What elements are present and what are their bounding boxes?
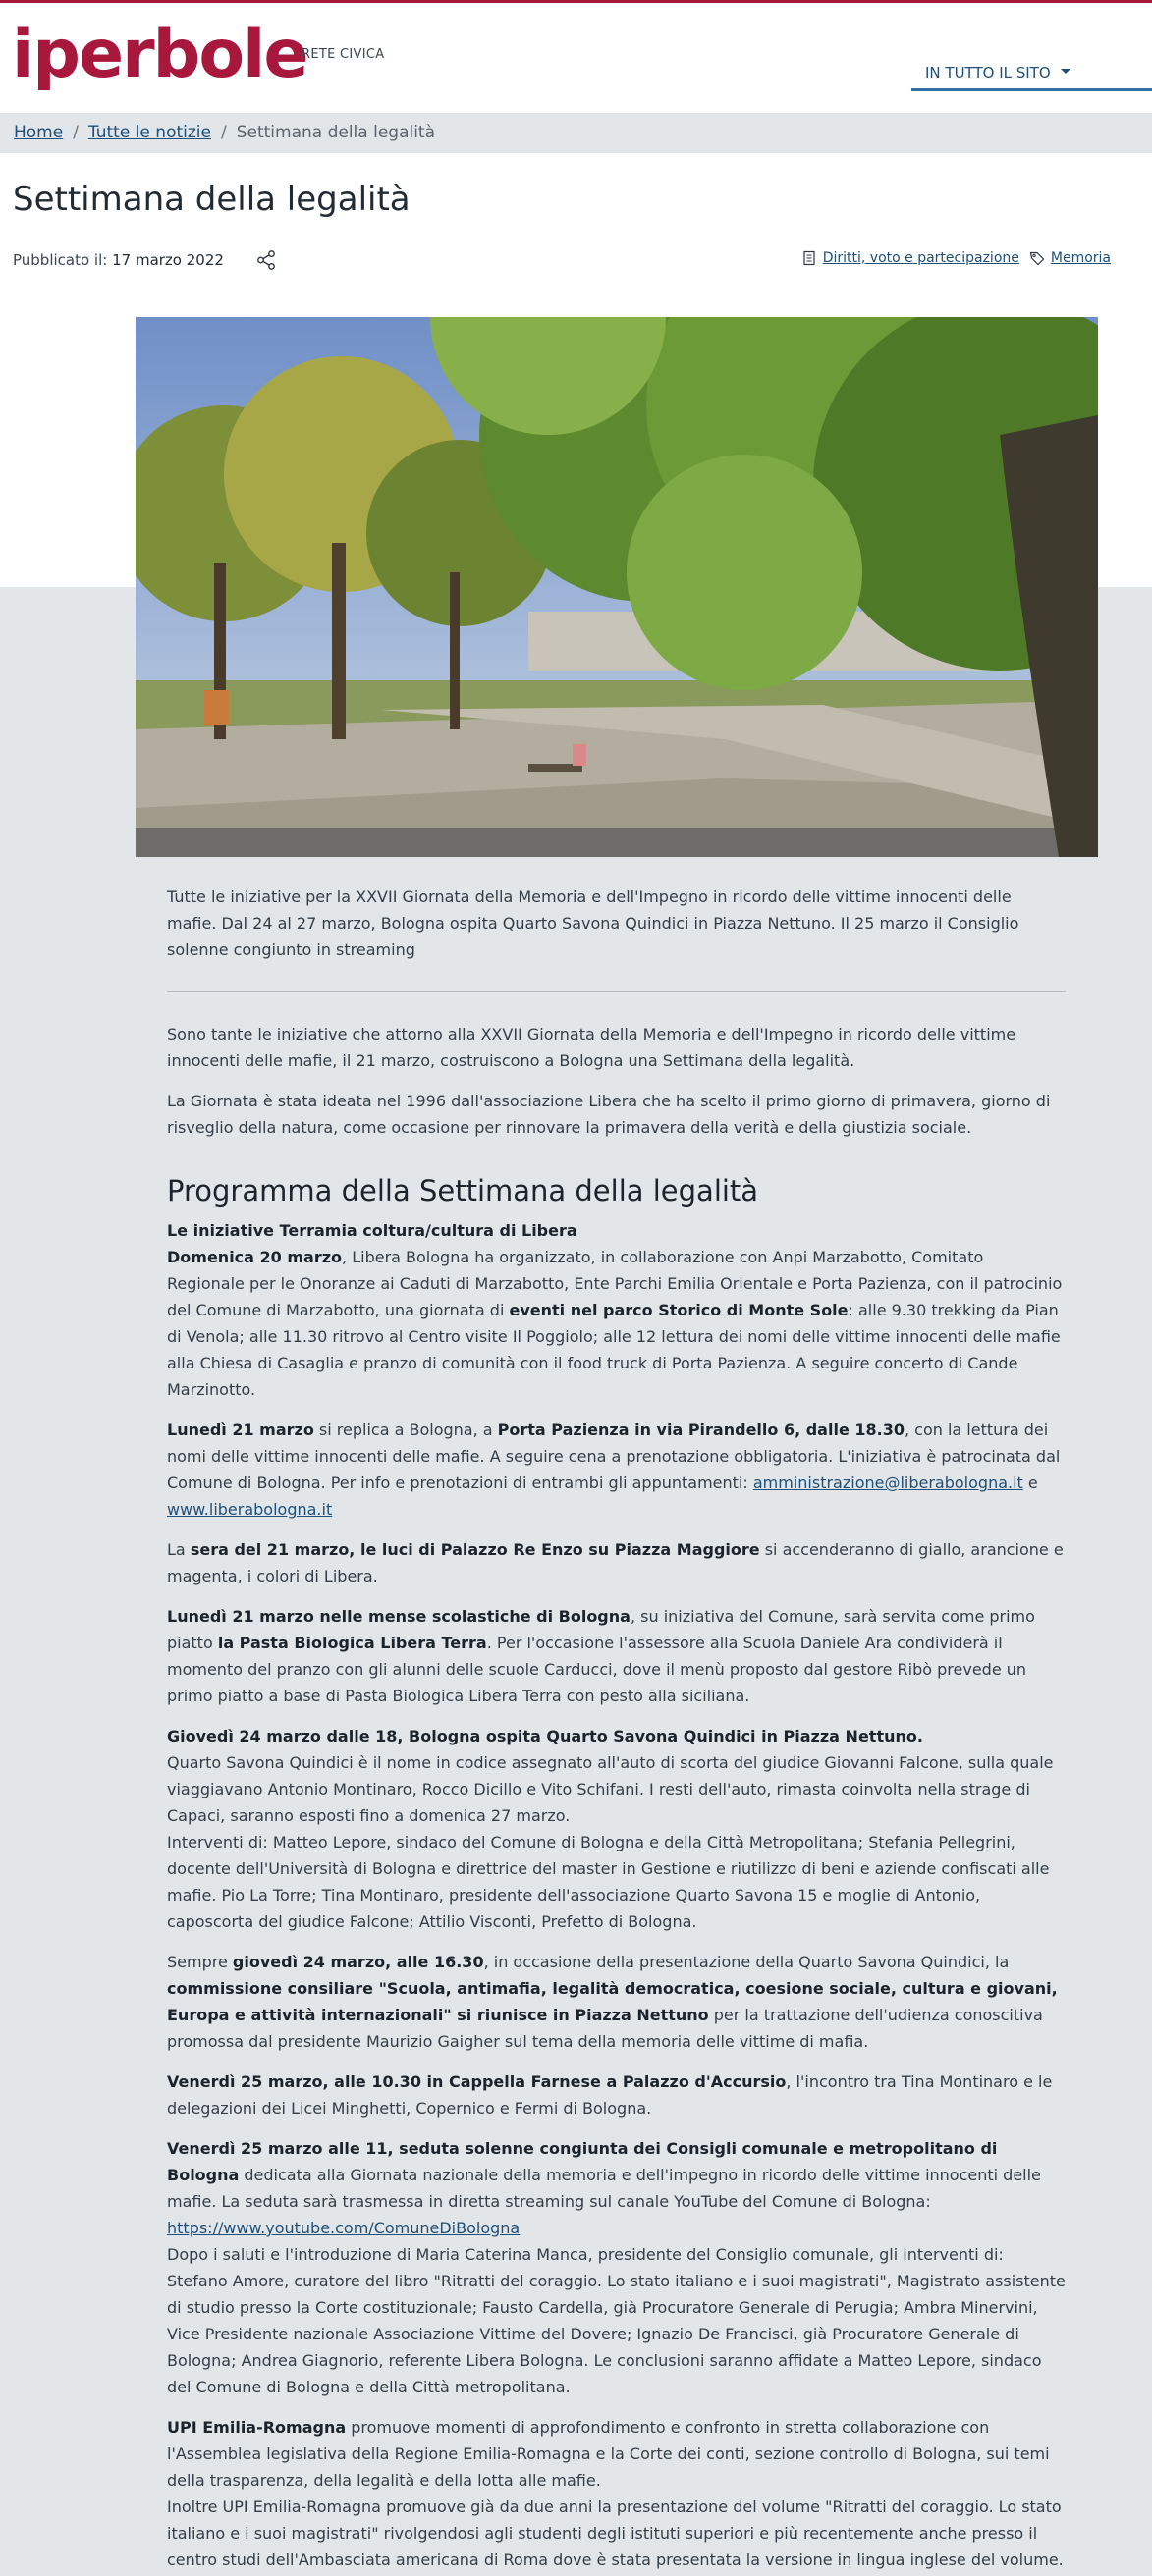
intro-paragraph: Sono tante le iniziative che attorno alla XXVII Giornata della Memoria e dell'Impegno in ricordo delle vittime innocenti delle mafie, il 21 marzo, costruiscono a Bologna una Settimana della legalità. — [167, 1025, 1016, 1070]
bold-text: Le iniziative Terramia coltura/cultura di Libera — [167, 1221, 577, 1240]
text: , in occasione della presentazione della Quarto Savona Quindici, la — [483, 1953, 1010, 1971]
email-link[interactable]: amministrazione@liberabologna.it — [752, 1474, 1023, 1492]
program-item-mense — [167, 1603, 1066, 1709]
bold-text: la Pasta Biologica Libera Terra — [217, 1634, 487, 1652]
text: si accenderanno di giallo, arancione e magenta, i colori di Libera. — [167, 1540, 1064, 1585]
bold-text: Giovedì 24 marzo dalle 18, Bologna ospita Quarto Savona Quindici in Piazza Nettuno. — [167, 1727, 923, 1745]
text: Interventi di: Matteo Lepore, sindaco del Comune di Bologna e della Città Metropolitana; Stefania Pellegrini, docente dell'Università di Bologna e direttrice del master in Gestione e riutilizzo di beni e aziende confiscati alle mafie. Pio La Torre; Tina Montinaro, presidente dell'associazione Quarto Savona 15 e moglie di Antonio, caposcorta del giudice Falcone; Attilio Visconti, Prefetto di Bologna. — [167, 1833, 1050, 1931]
hero-image — [136, 317, 1098, 857]
tag-link-rights[interactable]: Diritti, voto e partecipazione — [822, 250, 1019, 266]
breadcrumb-current: Settimana della legalità — [236, 123, 436, 142]
text: , l'incontro tra Tina Montinaro e le delegazioni dei Licei Minghetti, Copernico e Fermi di Bologna. — [167, 2072, 1053, 2118]
text: e — [1022, 1474, 1038, 1492]
publish-info — [13, 251, 224, 269]
tag-icon — [1029, 250, 1045, 266]
topic-tags — [801, 250, 1111, 266]
text: La — [167, 1540, 191, 1559]
breadcrumb-separator: / — [73, 123, 79, 142]
bold-text: Lunedì 21 marzo — [167, 1421, 314, 1439]
bold-text: commissione consiliare "Scuola, antimafia, legalità democratica, coesione sociale, cultura e giovani, Europa e attività internazionali" si riunisce in Piazza Nettuno — [167, 1979, 1058, 2024]
breadcrumb — [0, 113, 1152, 153]
intro-paragraph: La Giornata è stata ideata nel 1996 dall'associazione Libera che ha scelto il primo giorno di primavera, giorno di risveglio della natura, come occasione per rinnovare la primavera della verità e della giustizia sociale. — [167, 1092, 1051, 1137]
text: si replica a Bologna, a — [313, 1421, 498, 1439]
program-item-upi — [167, 2414, 1066, 2573]
bold-text: Lunedì 21 marzo nelle mense scolastiche di Bologna — [167, 1607, 631, 1626]
bold-text: Porta Pazienza in via Pirandello 6, dalle 18.30 — [497, 1421, 905, 1439]
bold-text: eventi nel parco Storico di Monte Sole — [509, 1301, 849, 1319]
program-item-terramia — [167, 1217, 1066, 1403]
breadcrumb-separator: / — [220, 123, 227, 142]
section-heading: Programma della Settimana della legalità — [167, 1174, 759, 1208]
text: per la trattazione dell'udienza conoscitiva promossa dal presidente Maurizio Gaigher sul tema della memoria delle vittime di mafia. — [167, 2006, 1043, 2051]
divider — [167, 991, 1066, 992]
bold-text: Venerdì 25 marzo, alle 10.30 in Cappella Farnese a Palazzo d'Accursio — [167, 2072, 787, 2091]
park-photo — [136, 317, 1098, 857]
search-scope-label: IN TUTTO IL SITO — [925, 64, 1051, 81]
search-scope-dropdown[interactable] — [911, 58, 1152, 91]
logo[interactable]: iperbole — [12, 16, 307, 93]
text: Quarto Savona Quindici è il nome in codice assegnato all'auto di scorta del giudice Giovanni Falcone, sulla quale viaggiavano Antonio Montinaro, Rocco Dicillo e Vito Schifani. I resti dell'auto, rimasta coinvolta nella strage di Capaci, saranno esposti fino a domenica 27 marzo. — [167, 1753, 1054, 1825]
published-date: 17 marzo 2022 — [112, 251, 224, 269]
text: : alle 9.30 trekking da Pian di Venola; alle 11.30 ritrovo al Centro visite Il Poggiolo; alle 12 lettura dei nomi delle vittime innocenti delle mafie alla Chiesa di Casaglia e pranzo di comunità con il food truck di Porta Pazienza. A seguire concerto di Cande Marzinotto. — [167, 1301, 1061, 1399]
bold-text: Domenica 20 marzo — [167, 1248, 343, 1266]
text: , su iniziativa del Comune, sarà servita come primo piatto — [167, 1607, 1035, 1652]
text: Inoltre UPI Emilia-Romagna promuove già da due anni la presentazione del volume "Ritratti del coraggio. Lo stato italiano e i suoi magistrati" rivolgendosi agli studenti degli istituti superiori e più recentemente anche presso il centro studi dell'Ambasciata americana di Roma dove è stata presentata la versione in lingua inglese del volume. — [167, 2497, 1064, 2569]
bold-text: giovedì 24 marzo, alle 16.30 — [232, 1953, 484, 1971]
program-item-seduta-solenne — [167, 2135, 1066, 2400]
text: promuove momenti di approfondimento e confronto in stretta collaborazione con l'Assemblea legislativa della Regione Emilia-Romagna e la Corte dei conti, sezione controllo di Bologna, sui temi della trasparenza, della legalità e della lotta alle mafie. — [167, 2418, 1050, 2490]
program-item-palazzo-re-enzo — [167, 1536, 1066, 1589]
program-item-porta-pazienza — [167, 1417, 1066, 1523]
breadcrumb-home[interactable]: Home — [14, 123, 64, 142]
site-header — [0, 3, 1152, 113]
article-body — [167, 884, 1066, 2576]
website-link[interactable]: www.liberabologna.it — [167, 1500, 333, 1519]
program-item-cappella-farnese — [167, 2068, 1066, 2121]
page-title: Settimana della legalità — [13, 180, 411, 219]
bold-text: Venerdì 25 marzo alle 11, seduta solenne congiunta dei Consigli comunale e metropolitano di Bologna — [167, 2139, 998, 2184]
program-item-quarto-savona — [167, 1723, 1066, 1935]
tag-link-memory[interactable]: Memoria — [1050, 250, 1111, 266]
text: dedicata alla Giornata nazionale della memoria e dell'impegno in ricordo delle vittime innocenti delle mafie. La seduta sarà trasmessa in diretta streaming sul canale YouTube del Comune di Bologna: — [167, 2166, 1041, 2211]
network-label[interactable]: RETE CIVICA — [302, 47, 385, 62]
text: . Per l'occasione l'assessore alla Scuola Daniele Ara condividerà il momento del pranzo con gli alunni delle scuole Carducci, dove il menù proposto dal gestore Ribò prevede un primo piatto a base di Pasta Biologica Libera Terra con pesto alla siciliana. — [167, 1634, 1027, 1705]
article-lead: Tutte le iniziative per la XXVII Giornata della Memoria e dell'Impegno in ricordo delle vittime innocenti delle mafie. Dal 24 al 27 marzo, Bologna ospita Quarto Savona Quindici in Piazza Nettuno. Il 25 marzo il Consiglio solenne congiunto in streaming — [167, 887, 1019, 959]
text: , Libera Bologna ha organizzato, in collaborazione con Anpi Marzabotto, Comitato Regionale per le Onoranze ai Caduti di Marzabotto, Ente Parchi Emilia Orientale e Porta Pazienza, con il patrocinio del Comune di Marzabotto, una giornata di — [167, 1248, 1063, 1319]
document-icon — [801, 250, 817, 266]
breadcrumb-news[interactable]: Tutte le notizie — [87, 123, 211, 142]
youtube-link[interactable]: https://www.youtube.com/ComuneDiBologna — [167, 2219, 521, 2237]
bold-text: sera del 21 marzo, le luci di Palazzo Re Enzo su Piazza Maggiore — [190, 1540, 760, 1559]
caret-down-icon — [1061, 69, 1070, 74]
text: , con la lettura dei nomi delle vittime innocenti delle mafie. A seguire cena a prenotazione obbligatoria. L'iniziativa è patrocinata dal Comune di Bologna. Per info e prenotazioni di entrambi gli appuntamenti: — [167, 1421, 1061, 1492]
share-icon[interactable] — [255, 249, 277, 271]
text: Sempre — [167, 1953, 233, 1971]
published-label: Pubblicato il: — [13, 251, 108, 269]
program-item-commissione — [167, 1949, 1066, 2055]
text: Dopo i saluti e l'introduzione di Maria Caterina Manca, presidente del Consiglio comunale, gli interventi di: Stefano Amore, curatore del libro "Ritratti del coraggio. Lo stato italiano e i suoi magistrati", Magistrato assistente di studio presso la Corte costituzionale; Fausto Cardella, già Procuratore Generale di Perugia; Ambra Minervini, Vice Presidente nazionale Associazione Vittime del Dovere; Ignazio De Francisci, già Procuratore Generale di Bologna; Andrea Giagnorio, referente Libera Bologna. Le conclusioni saranno affidate a Matteo Lepore, sindaco del Comune di Bologna e della Città metropolitana. — [167, 2245, 1066, 2396]
bold-text: UPI Emilia-Romagna — [167, 2418, 347, 2437]
